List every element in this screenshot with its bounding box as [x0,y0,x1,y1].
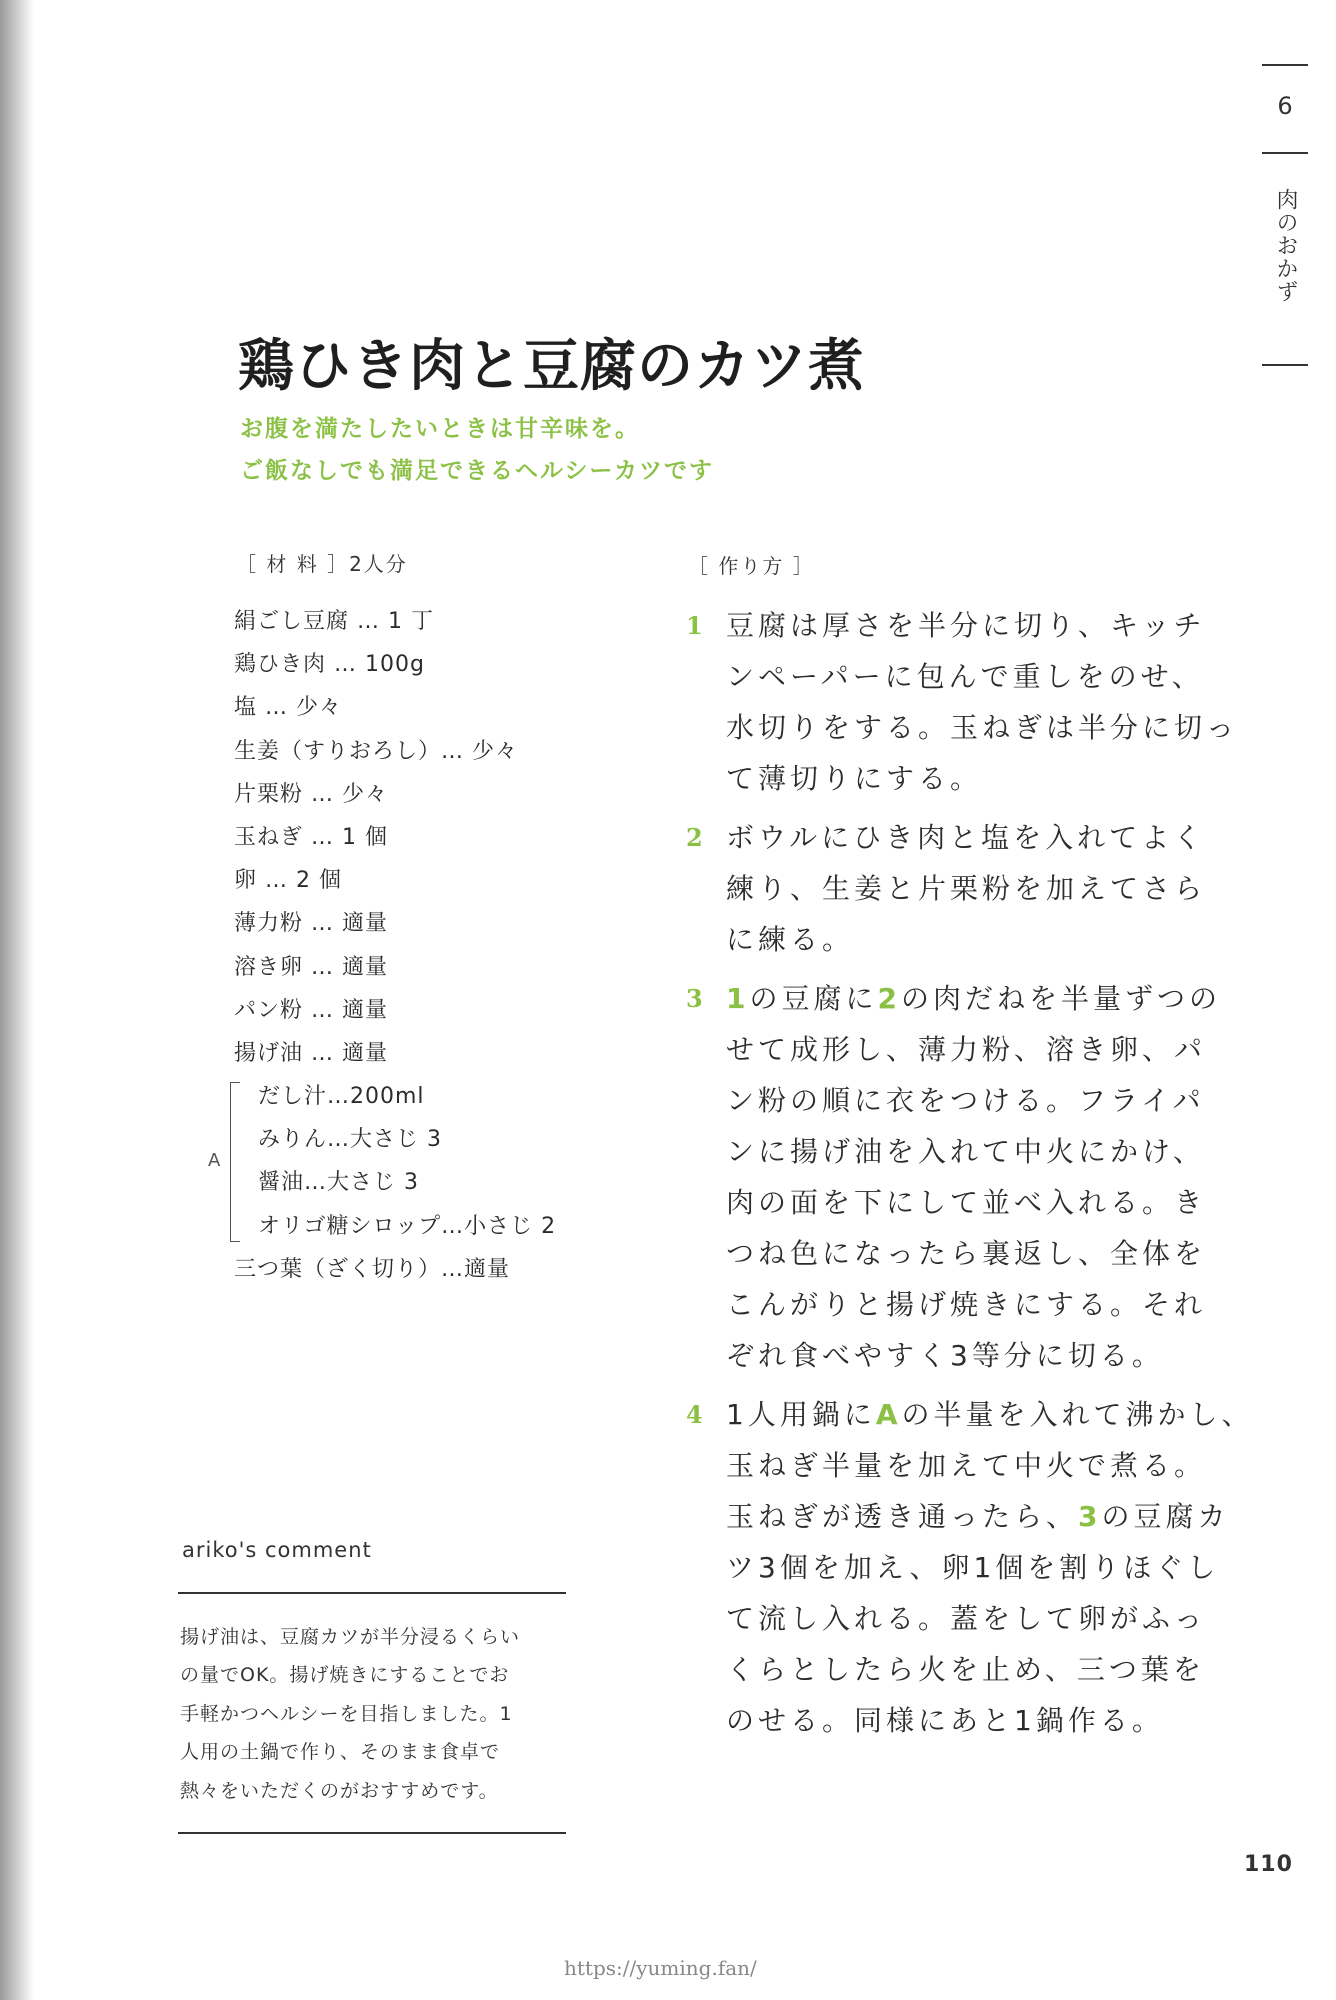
lead-line: お腹を満たしたいときは甘辛味を。 [240,416,640,442]
step-line: 水切りをする。玉ねぎは半分に切っ [726,711,1239,744]
step-line: 練り、生姜と片栗粉を加えてさら [726,872,1207,905]
sauce-group-label: A [208,1150,221,1171]
ingredient-item: 片栗粉 … 少々 [234,781,388,807]
comment-rule-bottom [178,1832,566,1834]
comment-heading: ariko's comment [182,1538,372,1562]
ingredient-item: 薄力粉 … 適量 [234,911,388,937]
step-line: ボウルにひき肉と塩を入れてよく [726,821,1206,854]
step-reference: 1 [726,982,750,1015]
step-line: のせる。同様にあと1鍋作る。 [726,1704,1164,1737]
step-line [726,1491,1230,1542]
chapter-name: 肉のおかず [1273,188,1298,303]
step-line: て薄切りにする。 [726,762,983,795]
step-line: こんがりと揚げ焼きにする。それ [726,1288,1207,1321]
step-line: ンペーパーに包んで重しをのせ、 [726,660,1204,693]
ingredients-list [234,600,654,1291]
step-line: 豆腐は厚さを半分に切り、キッチ [726,609,1206,642]
ingredients-heading: ［ 材 料 ］2人分 [236,552,408,576]
step-line: 肉の面を下にして並べ入れる。き [726,1186,1207,1219]
book-spine-shadow [0,0,34,2000]
step-line: に練る。 [726,923,855,956]
ingredient-item: 鶏ひき肉 … 100g [234,652,425,678]
step-number: 4 [686,1400,703,1429]
sauce-group-bracket [230,1082,240,1242]
step-text: の豆腐カ [1101,1500,1230,1533]
ingredient-item: 玉ねぎ … 1 個 [234,824,388,850]
recipe-lead [240,408,940,492]
method-step [682,812,1222,965]
ingredient-item: 生姜（すりおろし）… 少々 [234,738,518,764]
step-line: て流し入れる。蓋をして卵がふっ [726,1602,1207,1635]
step-reference: A [875,1398,902,1431]
ingredient-item: 塩 … 少々 [234,695,342,721]
comment-body [180,1618,580,1810]
sauce-ingredient-item: だし汁…200ml [258,1084,425,1110]
comment-line: 手軽かつヘルシーを目指しました。1 [180,1702,513,1725]
step-text: の肉だねを半量ずつの [900,982,1221,1015]
comment-line: 熱々をいただくのがおすすめです。 [180,1779,499,1802]
step-line [726,973,1222,1024]
comment-line: の量でOK。揚げ焼きにすることでお [180,1664,510,1687]
method-step [682,973,1222,1381]
step-line: ンに揚げ油を入れて中火にかけ、 [726,1135,1205,1168]
watermark-url: https://yuming.fan/ [564,1956,757,1980]
ingredient-item: 三つ葉（ざく切り）…適量 [234,1256,511,1282]
method-step [682,600,1239,804]
comment-rule-top [178,1592,566,1594]
sauce-ingredient-item: オリゴ糖シロップ…小さじ 2 [258,1213,557,1239]
comment-line: 揚げ油は、豆腐カツが半分浸るくらい [180,1626,521,1648]
sauce-ingredient-item: みりん…大さじ 3 [258,1127,442,1153]
chapter-number: 6 [1277,92,1293,120]
step-line [726,1389,1254,1440]
ingredient-item: 絹ごし豆腐 … 1 丁 [234,609,434,634]
step-text: 1人用鍋に [726,1398,876,1431]
step-line: ぞれ食べやすく3等分に切る。 [726,1339,1164,1372]
recipe-title: 鶏ひき肉と豆腐のカツ煮 [238,334,865,399]
method-heading: ［ 作り方 ］ [688,554,815,578]
step-line: つね色になったら裏返し、全体を [726,1237,1207,1270]
method-step [682,1389,1254,1746]
step-reference: 3 [1078,1500,1102,1533]
ingredient-item: パン粉 … 適量 [234,997,388,1023]
ingredient-item: 揚げ油 … 適量 [234,1040,388,1066]
comment-line: 人用の土鍋で作り、そのまま食卓で [180,1741,501,1764]
step-line: くらとしたら火を止め、三つ葉を [726,1653,1205,1686]
ingredient-item: 卵 … 2 個 [234,868,342,894]
step-line: 玉ねぎ半量を加えて中火で煮る。 [726,1449,1207,1482]
method-steps [682,600,1254,1754]
page-number: 110 [1244,1852,1293,1877]
chapter-rule-middle [1262,152,1308,154]
step-text: の豆腐に [749,982,878,1015]
step-text: 玉ねぎが透き通ったら、 [726,1500,1079,1533]
step-line: ン粉の順に衣をつける。フライパ [726,1084,1205,1117]
sauce-ingredient-item: 醤油…大さじ 3 [258,1170,419,1196]
step-number: 2 [686,823,703,852]
chapter-rule-top [1262,64,1308,66]
step-line: せて成形し、薄力粉、溶き卵、パ [726,1033,1207,1066]
step-number: 1 [686,611,703,640]
step-line: ツ3個を加え、卵1個を割りほぐし [726,1551,1220,1584]
step-text: の半量を入れて沸かし、 [901,1398,1254,1431]
step-number: 3 [686,984,703,1013]
lead-line: ご飯なしでも満足できるヘルシーカツです [240,458,714,484]
chapter-rule-bottom [1262,364,1308,366]
step-reference: 2 [877,982,901,1015]
ingredient-item: 溶き卵 … 適量 [234,954,388,980]
